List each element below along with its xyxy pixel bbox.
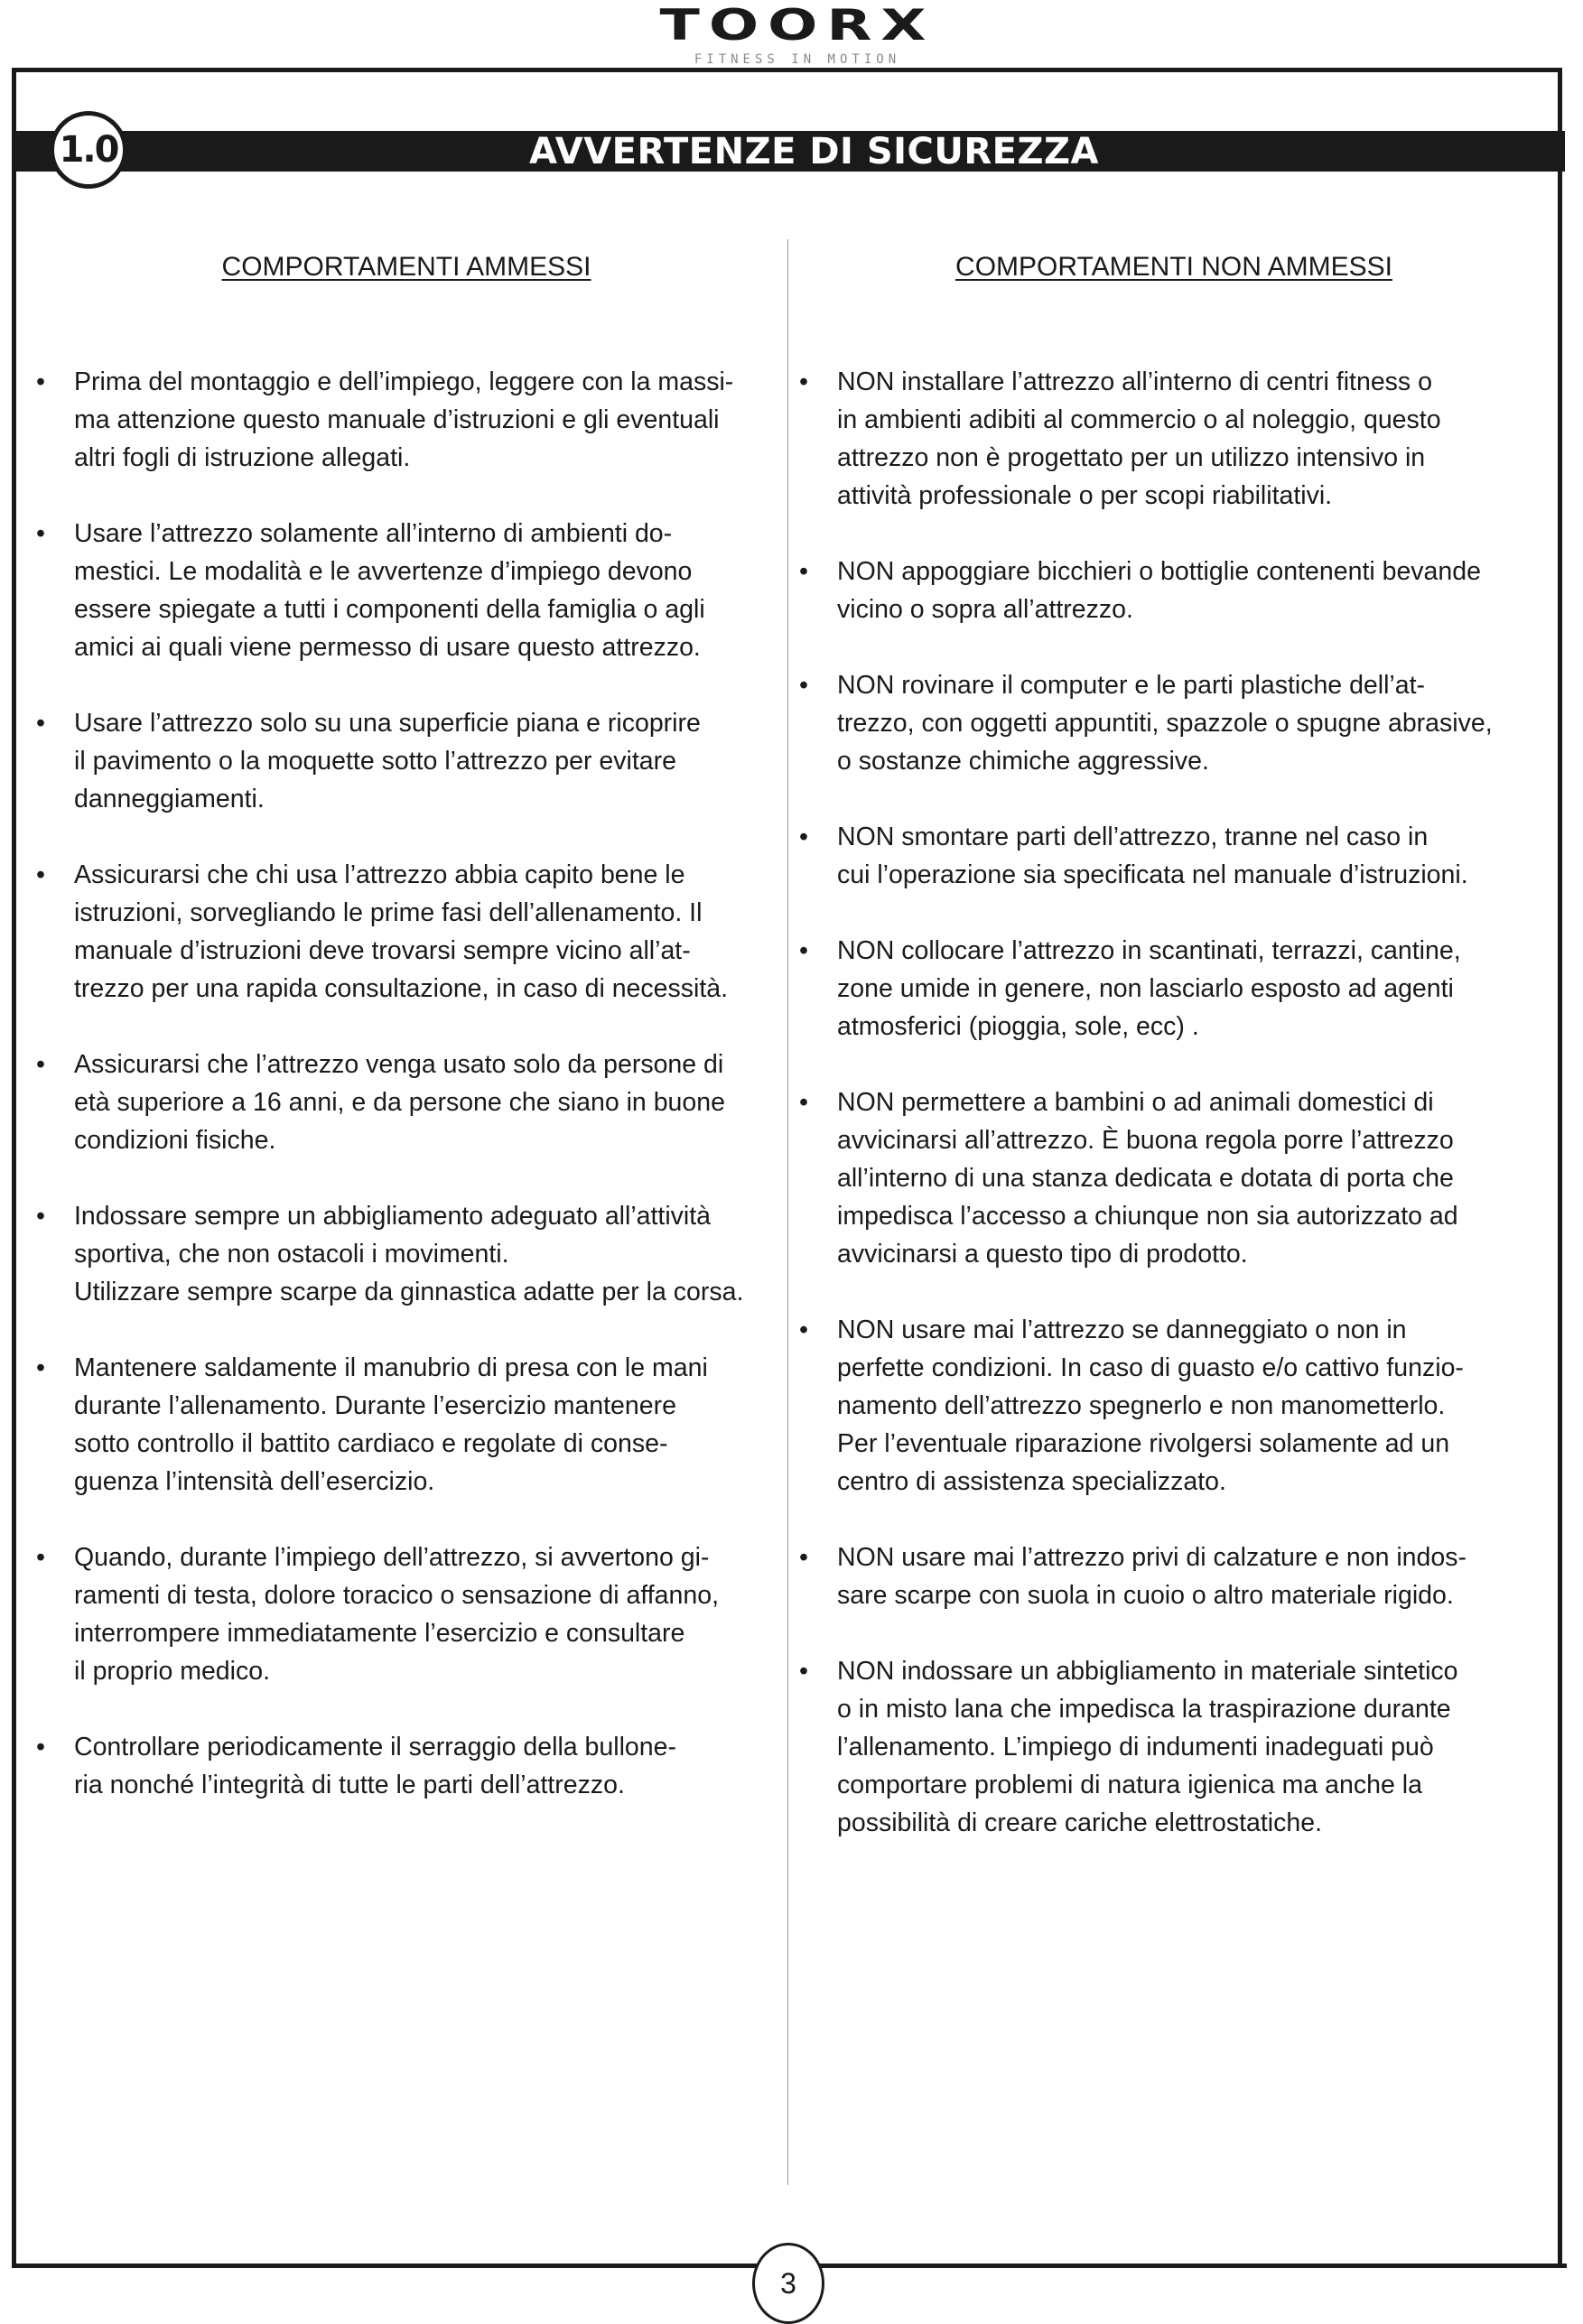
bullet-icon: •	[36, 367, 45, 396]
bullet-icon: •	[36, 1543, 45, 1572]
bullet-icon: •	[799, 823, 808, 851]
bullet-icon: •	[36, 1353, 45, 1382]
list-item-line: NON usare mai l’attrezzo se danneggiato o non in	[837, 1315, 1407, 1344]
list-item-line: namento dell’attrezzo spegnerlo e non manometterlo.	[837, 1391, 1446, 1420]
list-item-line: sportiva, che non ostacoli i movimenti.	[74, 1240, 509, 1269]
list-item-line: all’interno di una stanza dedicata e dotata di porta che	[837, 1164, 1454, 1193]
list-item-line: il pavimento o la moquette sotto l’attrezzo per evitare	[74, 747, 676, 776]
list-item	[799, 666, 1549, 780]
list-item-line: condizioni fisiche.	[74, 1126, 276, 1155]
list-item-line: o sostanze chimiche aggressive.	[837, 747, 1209, 776]
list-item-line: NON installare l’attrezzo all’interno di centri fitness o	[837, 367, 1432, 396]
list-item-line: l’allenamento. L’impiego di indumenti inadeguati può	[837, 1733, 1434, 1762]
list-item-line: cui l’operazione sia specificata nel manuale d’istruzioni.	[837, 860, 1468, 889]
not-allowed-list	[799, 363, 1549, 1880]
list-item-line: Utilizzare sempre scarpe da ginnastica adatte per la corsa.	[74, 1278, 744, 1306]
list-item	[36, 1349, 778, 1501]
bullet-icon: •	[36, 709, 45, 738]
list-item-line: atmosferici (pioggia, sole, ecc) .	[837, 1012, 1199, 1041]
list-item-line: in ambienti adibiti al commercio o al noleggio, questo	[837, 405, 1441, 434]
bullet-icon: •	[799, 1088, 808, 1117]
list-item-line: il proprio medico.	[74, 1657, 271, 1686]
list-item-line: Per l’eventuale riparazione rivolgersi solamente ad un	[837, 1429, 1450, 1458]
list-item-line: attività professionale o per scopi riabilitativi.	[837, 481, 1333, 510]
list-item-line: perfette condizioni. In caso di guasto e/o cattivo funzio-	[837, 1353, 1464, 1382]
list-item	[36, 1728, 778, 1804]
column-divider	[787, 239, 788, 2185]
section-number-badge: 1.0	[50, 111, 127, 189]
list-item-line: Prima del montaggio e dell’impiego, leggere con la massi-	[74, 367, 734, 396]
list-item-line: NON indossare un abbigliamento in materiale sintetico	[837, 1657, 1458, 1686]
section-title	[0, 131, 1583, 172]
list-item-line: avvicinarsi a questo tipo di prodotto.	[837, 1240, 1248, 1269]
bullet-icon: •	[36, 860, 45, 889]
list-item-line: Usare l’attrezzo solo su una superficie piana e ricoprire	[74, 709, 701, 738]
brand-logo	[659, 1, 936, 67]
list-item-line: Controllare periodicamente il serraggio della bullone-	[74, 1733, 676, 1762]
list-item	[36, 1197, 778, 1311]
list-item-line: altri fogli di istruzione allegati.	[74, 443, 411, 472]
section-title-text: AVVERTENZE DI SICUREZZA	[529, 131, 1099, 172]
bullet-icon: •	[799, 936, 808, 965]
list-item-line: ria nonché l’integrità di tutte le parti dell’attrezzo.	[74, 1771, 625, 1799]
bullet-icon: •	[36, 1733, 45, 1762]
allowed-heading: COMPORTAMENTI AMMESSI	[221, 252, 591, 282]
list-item-line: NON rovinare il computer e le parti plastiche dell’at-	[837, 671, 1426, 700]
list-item-line: durante l’allenamento. Durante l’esercizio mantenere	[74, 1391, 676, 1420]
list-item-line: NON permettere a bambini o ad animali domestici di	[837, 1088, 1434, 1117]
bullet-icon: •	[799, 1657, 808, 1686]
list-item-line: guenza l’intensità dell’esercizio.	[74, 1467, 435, 1496]
list-item-line: possibilità di creare cariche elettrostatiche.	[837, 1808, 1323, 1837]
bullet-icon: •	[799, 671, 808, 700]
list-item-line: Usare l’attrezzo solamente all’interno di ambienti do-	[74, 519, 673, 548]
list-item-line: NON usare mai l’attrezzo privi di calzature e non indos-	[837, 1543, 1467, 1572]
list-item	[799, 1652, 1549, 1842]
list-item	[799, 1311, 1549, 1501]
list-item	[36, 515, 778, 666]
allowed-list	[36, 363, 778, 1842]
list-item	[799, 818, 1549, 894]
list-item-line: Assicurarsi che l’attrezzo venga usato solo da persone di	[74, 1050, 724, 1079]
bullet-icon: •	[36, 1050, 45, 1079]
list-item-line: comportare problemi di natura igienica ma anche la	[837, 1771, 1422, 1799]
brand-name: TOORX	[659, 1, 936, 51]
list-item-line: impedisca l’accesso a chiunque non sia autorizzato ad	[837, 1202, 1458, 1231]
list-item-line: trezzo per una rapida consultazione, in caso di necessità.	[74, 974, 729, 1003]
brand-tagline: FITNESS IN MOTION	[694, 52, 901, 67]
bullet-icon: •	[799, 367, 808, 396]
list-item	[36, 856, 778, 1008]
list-item-line: amici ai quali viene permesso di usare questo attrezzo.	[74, 633, 701, 662]
list-item-line: interrompere immediatamente l’esercizio e consultare	[74, 1619, 685, 1648]
list-item	[36, 704, 778, 818]
list-item-line: sotto controllo il battito cardiaco e regolate di conse-	[74, 1429, 668, 1458]
bullet-icon: •	[799, 1315, 808, 1344]
list-item-line: NON appoggiare bicchieri o bottiglie contenenti bevande	[837, 557, 1481, 586]
page-number: 3	[752, 2243, 824, 2324]
list-item-line: NON smontare parti dell’attrezzo, tranne nel caso in	[837, 823, 1429, 851]
list-item-line: età superiore a 16 anni, e da persone che siano in buone	[74, 1088, 725, 1117]
list-item-line: essere spiegate a tutti i componenti della famiglia o agli	[74, 595, 705, 624]
list-item-line: Quando, durante l’impiego dell’attrezzo, si avvertono gi-	[74, 1543, 710, 1572]
list-item	[799, 932, 1549, 1046]
bullet-icon: •	[36, 1202, 45, 1231]
list-item	[36, 1538, 778, 1690]
bullet-icon: •	[799, 1543, 808, 1572]
list-item-line: o in misto lana che impedisca la traspirazione durante	[837, 1695, 1451, 1724]
list-item-line: zone umide in genere, non lasciarlo esposto ad agenti	[837, 974, 1454, 1003]
list-item-line: istruzioni, sorvegliando le prime fasi dell’allenamento. Il	[74, 898, 703, 927]
list-item	[799, 553, 1549, 628]
list-item	[36, 1046, 778, 1159]
list-item-line: Mantenere saldamente il manubrio di presa con le mani	[74, 1353, 708, 1382]
list-item	[36, 363, 778, 477]
bullet-icon: •	[799, 557, 808, 586]
list-item-line: attrezzo non è progettato per un utilizzo intensivo in	[837, 443, 1426, 472]
bullet-icon: •	[36, 519, 45, 548]
list-item-line: ma attenzione questo manuale d’istruzioni e gli eventuali	[74, 405, 720, 434]
list-item	[799, 363, 1549, 515]
list-item-line: Assicurarsi che chi usa l’attrezzo abbia capito bene le	[74, 860, 685, 889]
list-item	[799, 1538, 1549, 1614]
list-item-line: ramenti di testa, dolore toracico o sensazione di affanno,	[74, 1581, 719, 1610]
list-item-line: avvicinarsi all’attrezzo. È buona regola porre l’attrezzo	[837, 1126, 1454, 1155]
list-item-line: manuale d’istruzioni deve trovarsi sempre vicino all’at-	[74, 936, 691, 965]
list-item-line: sare scarpe con suola in cuoio o altro materiale rigido.	[837, 1581, 1454, 1610]
list-item-line: vicino o sopra all’attrezzo.	[837, 595, 1133, 624]
list-item-line: NON collocare l’attrezzo in scantinati, terrazzi, cantine,	[837, 936, 1461, 965]
not-allowed-heading: COMPORTAMENTI NON AMMESSI	[955, 252, 1392, 282]
list-item-line: centro di assistenza specializzato.	[837, 1467, 1226, 1496]
list-item-line: Indossare sempre un abbigliamento adeguato all’attività	[74, 1202, 712, 1231]
list-item-line: danneggiamenti.	[74, 785, 265, 813]
list-item	[799, 1083, 1549, 1273]
list-item-line: trezzo, con oggetti appuntiti, spazzole o spugne abrasive,	[837, 709, 1493, 738]
list-item-line: mestici. Le modalità e le avvertenze d’impiego devono	[74, 557, 693, 586]
